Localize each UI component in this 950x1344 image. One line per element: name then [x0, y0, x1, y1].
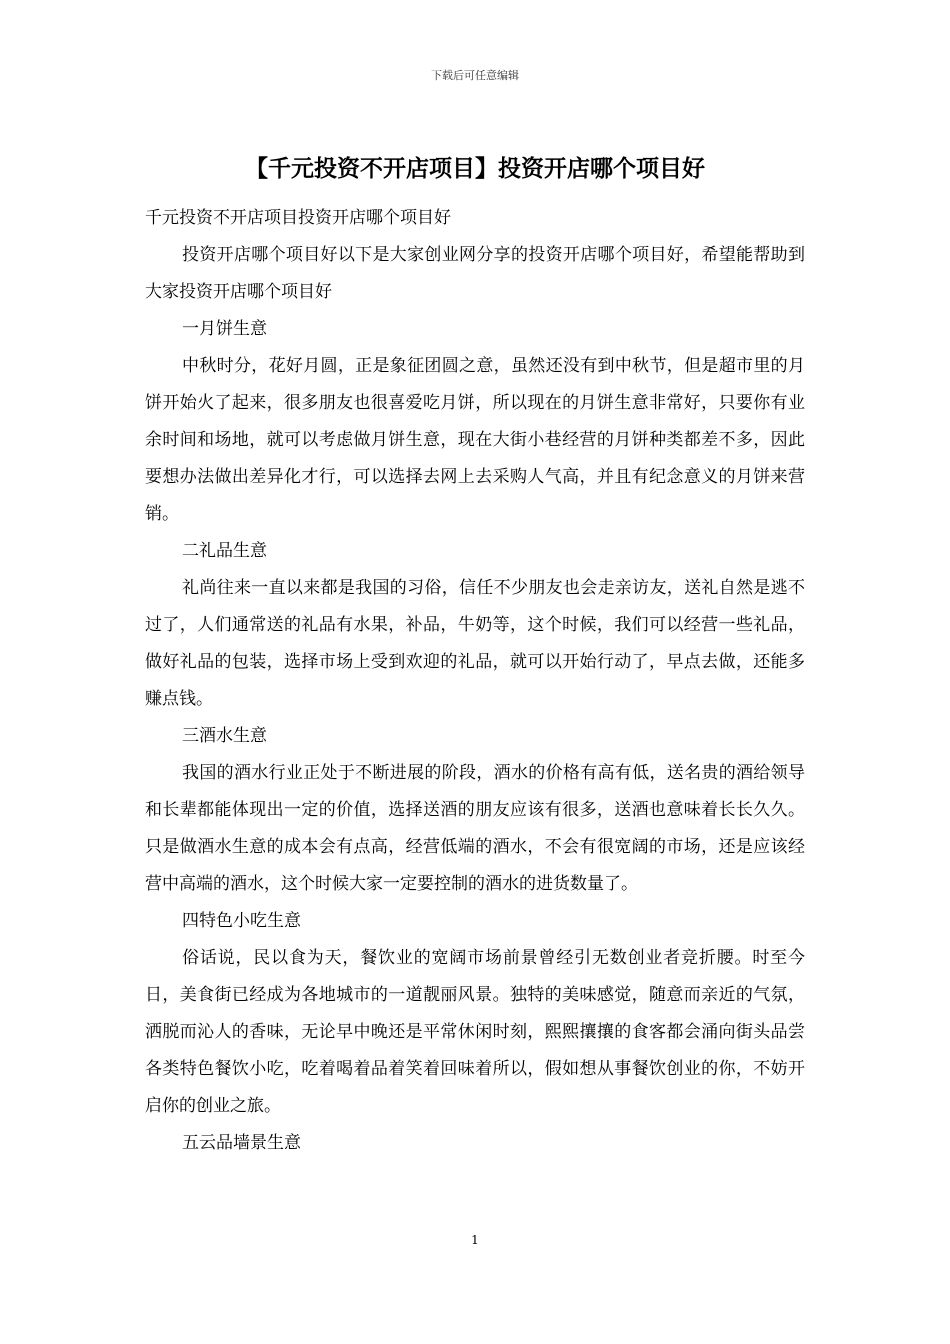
- paragraph-mooncake: 中秋时分，花好月圆，正是象征团圆之意，虽然还没有到中秋节，但是超市里的月饼开始火了起来，很多朋友也很喜爱吃月饼，所以现在的月饼生意非常好，只要你有业余时间和场地，就可以考虑做月饼生意，现在大街小巷经营的月饼种类都差不多，因此要想办法做出差异化才行，可以选择去网上去采购人气高，并且有纪念意义的月饼来营销。: [145, 356, 805, 524]
- section-heading-snack: 四特色小吃生意: [182, 911, 301, 931]
- intro-paragraph: 投资开店哪个项目好以下是大家创业网分享的投资开店哪个项目好，希望能帮助到大家投资开店哪个项目好: [145, 245, 805, 302]
- paragraph-snack: 俗话说，民以食为天，餐饮业的宽阔市场前景曾经引无数创业者竞折腰。时至今日，美食街已经成为各地城市的一道靓丽风景。独特的美味感觉，随意而亲近的气氛，洒脱而沁人的香味，无论早中晚还是平常休闲时刻，熙熙攘攘的食客都会涌向街头品尝各类特色餐饮小吃，吃着喝着品着笑着回味着所以，假如想从事餐饮创业的你，不妨开启你的创业之旅。: [145, 948, 805, 1116]
- document-body: [145, 200, 805, 1162]
- paragraph-liquor: 我国的酒水行业正处于不断进展的阶段，酒水的价格有高有低，送名贵的酒给领导和长辈都能体现出一定的价值，选择送酒的朋友应该有很多，送酒也意味着长长久久。只是做酒水生意的成本会有点高，经营低端的酒水，不会有很宽阔的市场，还是应该经营中高端的酒水，这个时候大家一定要控制的酒水的进货数量了。: [145, 763, 805, 894]
- section-heading-mooncake: 一月饼生意: [182, 319, 267, 339]
- document-title: 【千元投资不开店项目】投资开店哪个项目好: [245, 155, 705, 182]
- paragraph-gift: 礼尚往来一直以来都是我国的习俗，信任不少朋友也会走亲访友，送礼自然是逃不过了，人们通常送的礼品有水果，补品，牛奶等，这个时候，我们可以经营一些礼品，做好礼品的包装，选择市场上受到欢迎的礼品，就可以开始行动了，早点去做，还能多赚点钱。: [145, 578, 805, 709]
- document-subtitle: 千元投资不开店项目投资开店哪个项目好: [145, 208, 451, 228]
- section-heading-gift: 二礼品生意: [182, 541, 267, 561]
- page-number: 1: [471, 1233, 479, 1247]
- section-heading-liquor: 三酒水生意: [182, 726, 267, 746]
- page-header-note: 下载后可任意编辑: [431, 69, 519, 82]
- section-heading-wall: 五云品墙景生意: [182, 1133, 301, 1153]
